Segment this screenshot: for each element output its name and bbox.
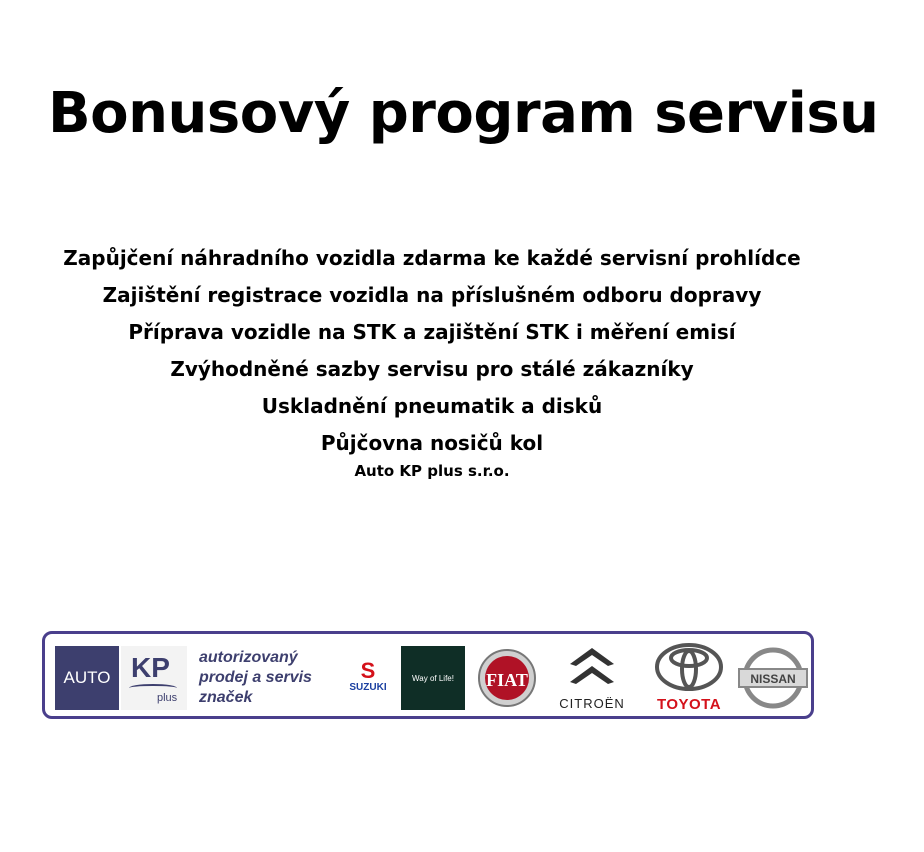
toyota-label: TOYOTA [656,696,722,713]
fiat-label: FIAT [486,670,528,690]
kp-logo-text: KP [131,652,170,683]
auto-logo: AUTO [55,646,119,710]
benefit-item: Uskladnění pneumatik a disků [261,394,603,418]
benefit-item: Půjčovna nosičů kol [320,431,544,455]
suzuki-label: SUZUKI [349,682,387,693]
nissan-logo [737,646,809,714]
benefit-item: Zvýhodněné sazby servisu pro stálé zákazníky [170,357,694,381]
suzuki-logo [341,660,395,693]
benefit-item: Zapůjčení náhradního vozidla zdarma ke každé servisní prohlídce [63,246,801,270]
fiat-logo [477,648,537,712]
citroen-logo [547,642,637,711]
toyota-emblem-icon [654,642,724,692]
tagline-line: autorizovaný [199,649,298,666]
swoosh-icon [129,684,177,692]
citroen-chevrons-icon [562,642,622,690]
nissan-label: NISSAN [750,672,796,686]
toyota-logo [649,642,729,713]
tagline-line: prodej a servis [199,669,312,686]
dealer-banner [42,631,814,719]
dealer-tagline [199,648,349,708]
page-title: Bonusový program servisu [48,81,879,146]
fiat-badge-icon [477,648,537,708]
benefits-list [0,240,864,462]
kp-plus-logo [121,646,187,710]
benefit-item: Příprava vozidle na STK a zajištění STK i měření emisí [128,320,736,344]
plus-logo-text: plus [157,692,178,704]
citroen-label: CITROËN [559,696,625,711]
tagline-line: značek [199,689,253,706]
suzuki-s-icon: S [360,658,376,683]
company-name: Auto KP plus s.r.o. [354,462,510,480]
nissan-badge-icon [737,646,809,710]
way-of-life-logo: Way of Life! [401,646,465,710]
benefit-item: Zajištění registrace vozidla na příslušném odboru dopravy [102,283,762,307]
